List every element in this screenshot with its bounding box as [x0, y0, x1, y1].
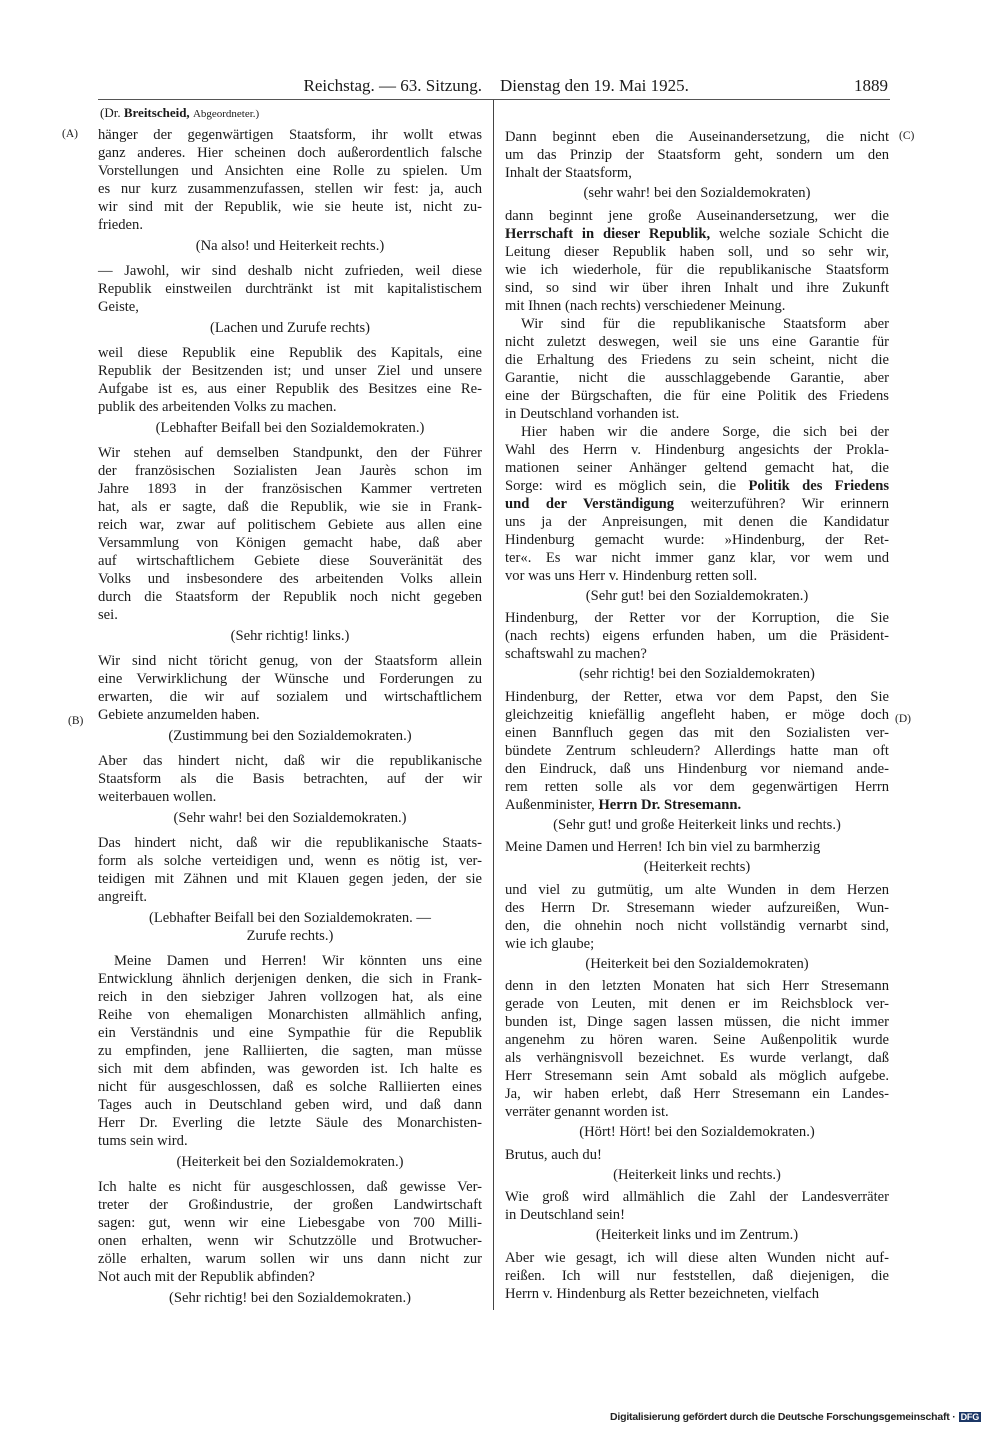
text-line: einen Bannfluch gegen das mit den Sozialisten ver-: [505, 724, 889, 741]
paragraph: [98, 344, 482, 416]
text-line: zu empfinden, jene Ralliierten, die sagten, man müsse: [98, 1043, 482, 1059]
text-segment: Sorge: wird es möglich sein, die: [505, 477, 749, 494]
interjection: [98, 627, 482, 645]
text-line: [505, 495, 889, 513]
text-line: Reihe von ehemaligen Monarchisten allmählich anfing,: [98, 1007, 482, 1023]
text-line: hänger der gegenwärtigen Staatsform, ihr wollt etwas: [98, 127, 482, 143]
interjection: [505, 816, 889, 834]
text-line: Tages auch in Deutschland geben wird, und daß dann: [98, 1097, 482, 1113]
right-column: [505, 128, 889, 1303]
speaker-prefix: (Dr.: [100, 105, 121, 120]
text-line: Meine Damen und Herren! Wir könnten uns eine: [114, 953, 482, 969]
text-line: tums sein wird.: [98, 1133, 188, 1149]
text-line: Versammlung von Königen gemacht habe, daß aber: [98, 535, 482, 551]
text-line: Geiste,: [98, 299, 139, 315]
interjection: [505, 955, 889, 973]
text-line: in Deutschland sein!: [505, 1207, 625, 1223]
interjection-line: (Sehr gut! und große Heiterkeit links und rechts.): [553, 816, 841, 833]
text-line: Hindenburg gemacht wurde: »Hindenburg, der Ret-: [505, 531, 889, 548]
interjection: [98, 419, 482, 437]
text-line: Herr Stresemann sein Amt sobald als möglich aufgebe.: [505, 1068, 889, 1084]
text-line: reich in den siebziger Jahren vollzogen hat, als eine: [98, 989, 482, 1005]
text-line: treter der Großindustrie, der großen Landwirtschaft: [98, 1197, 482, 1213]
interjection-line: (Sehr wahr! bei den Sozialdemokraten.): [173, 810, 407, 826]
paragraph: [505, 423, 889, 585]
interjection: [505, 1123, 889, 1141]
speaker-line: [98, 104, 482, 126]
speaker-name: Breitscheid,: [123, 105, 190, 120]
interjection: [505, 858, 889, 876]
margin-marker-d: (D): [895, 713, 911, 725]
paragraph: [505, 315, 889, 423]
left-column: [98, 104, 482, 1314]
margin-marker-b: (B): [68, 715, 84, 727]
text-line: Herr Dr. Everling die letzte Säule des Monarchisten-: [98, 1115, 482, 1131]
interjection: [505, 1226, 889, 1244]
text-line: ganz anderes. Hier scheinen doch außerordentlich falsche: [98, 145, 482, 161]
text-line: denn in den letzten Monaten hat sich Herr Stresemann: [505, 978, 889, 994]
paragraph: [505, 977, 889, 1121]
text-line: Ich halte es nicht für ausgeschlossen, daß gewisse Ver-: [98, 1179, 482, 1195]
text-line: als verhängnisvoll bezeichnet. Es wurde verlangt, daß: [505, 1050, 889, 1066]
text-line: den, die ohnehin noch nicht vollständig vernarbt sind,: [505, 917, 889, 934]
footer-credit: [610, 1411, 981, 1423]
bold-text: Herrschaft in dieser Republik,: [505, 225, 711, 242]
interjection-line: (Sehr richtig! bei den Sozialdemokraten.): [169, 1290, 411, 1306]
text-line: wir sind mit der Republik, wie sie heute ist, nicht zu-: [98, 199, 482, 215]
interjection: [505, 1166, 889, 1184]
text-line: — Jawohl, wir sind deshalb nicht zufrieden, weil diese: [98, 263, 482, 279]
interjection: [98, 1289, 482, 1307]
running-header-session: Reichstag. — 63. Sitzung.: [303, 76, 482, 95]
text-line: angenehm zu hören waren. Seine Außenpolitik wurde: [505, 1032, 889, 1048]
text-line: mit Ihnen (nach rechts) verschiedener Meinung.: [505, 297, 786, 314]
speaker-role: Abgeordneter.): [192, 108, 260, 120]
text-line: verräter genannt worden ist.: [505, 1104, 669, 1120]
text-line: Aber das hindert nicht, daß wir die republikanische: [98, 753, 482, 769]
text-line: der französischen Sozialisten Jean Jaurès schon im: [98, 463, 482, 479]
paragraph: [505, 207, 889, 315]
text-line: Ja, wir haben erlebt, daß Herr Stresemann ein Landes-: [505, 1086, 889, 1102]
text-line: Aufgabe ist es, aus einer Republik des Besitzes eine Re-: [98, 381, 482, 397]
text-line: den Eindruck, daß uns Hindenburg vor niemand ande-: [505, 760, 889, 777]
text-line: es nur kurz zusammenzufassen, stellen wir fest: ja, auch: [98, 181, 482, 197]
text-line: [505, 796, 889, 814]
text-line: Wir sind nicht töricht genug, von der Staatsform allein: [98, 653, 482, 669]
header-rule: [98, 99, 890, 100]
interjection-line: (Zustimmung bei den Sozialdemokraten.): [168, 728, 412, 744]
text-line: hat, als er sagte, daß die Republik, wie sie in Frank-: [98, 499, 482, 515]
text-line: teidigen mit Zähnen und mit Klauen gegen jeden, der sie: [98, 871, 482, 887]
paragraph: [505, 881, 889, 953]
dfg-logo: DFG: [960, 1412, 979, 1422]
text-line: frieden.: [98, 217, 143, 233]
paragraph: [505, 1249, 889, 1303]
text-line: wie ich glaube;: [505, 935, 595, 952]
text-line: Entwicklung ähnlich derjenigen denken, die sich in Frank-: [98, 971, 482, 987]
interjection-line: (Heiterkeit rechts): [643, 859, 751, 875]
text-line: sei.: [98, 607, 118, 623]
text-line: die Erhaltung des Friedens zu sein scheint, nicht die: [505, 351, 889, 368]
text-line: ein Verständnis und eine Sympathie für die Republik: [98, 1025, 482, 1041]
interjection: [98, 809, 482, 827]
interjection: [505, 665, 889, 683]
text-line: publik des arbeitenden Volks zu machen.: [98, 399, 337, 415]
text-line: um das Prinzip der Staatsform geht, sondern um den: [505, 147, 889, 163]
text-line: durch die Staatsform der Republik noch nicht gegeben: [98, 589, 482, 605]
text-line: (nach rechts) eigens erfunden haben, um die Präsident-: [505, 628, 889, 644]
interjection-line: (Sehr gut! bei den Sozialdemokraten.): [585, 587, 809, 604]
text-line: gerade von Leuten, mit denen er im Reichsblock ver-: [505, 996, 889, 1012]
interjection-line: (Heiterkeit bei den Sozialdemokraten): [585, 955, 809, 972]
interjection: [98, 1153, 482, 1171]
interjection-line: (Na also! und Heiterkeit rechts.): [195, 238, 385, 254]
text-line: Volks und insbesondere des arbeitenden Volks allein: [98, 571, 482, 587]
text-line: und viel zu gutmütig, um alte Wunden in dem Herzen: [505, 881, 889, 898]
paragraph: [98, 952, 482, 1150]
paragraph: [98, 834, 482, 906]
paragraph: [98, 126, 482, 234]
text-line: Vorstellungen und Ansichten eine Rolle zu spielen. Um: [98, 163, 482, 179]
text-line: erwarten, die wir auf sozialem und wirtschaftlichem: [98, 689, 482, 705]
bold-text: und der Verständigung: [505, 495, 675, 512]
paragraph: [505, 838, 889, 856]
text-line: Wie groß wird allmählich die Zahl der Landesverräter: [505, 1189, 889, 1205]
text-line: Hier haben wir die andere Sorge, die sich bei der: [521, 423, 889, 440]
text-line: Meine Damen und Herren! Ich bin viel zu barmherzig: [505, 839, 821, 855]
paragraph: [98, 444, 482, 624]
text-line: Das hindert nicht, daß wir die republikanische Staats-: [98, 835, 482, 851]
text-line: Jahre 1893 in der französischen Kammer vertreten: [98, 481, 482, 497]
text-line: reich war, zwar auf politischem Gebiete aus allen eine: [98, 517, 482, 533]
text-line: reißen. Ich will nur feststellen, daß diejenigen, die: [505, 1267, 889, 1284]
interjection-line: (Heiterkeit links und rechts.): [613, 1166, 781, 1183]
paragraph: [505, 1188, 889, 1224]
text-line: form als solche verteidigen und, wenn es nötig ist, ver-: [98, 853, 482, 869]
text-line: vor was uns Herr v. Hindenburg retten soll.: [505, 567, 758, 584]
text-line: schaftswahl zu machen?: [505, 646, 647, 662]
interjection-line: (Sehr richtig! links.): [230, 628, 350, 644]
interjection-line: (sehr wahr! bei den Sozialdemokraten): [583, 185, 811, 201]
text-line: uns ja der Anpreisungen, mit denen die Kandidatur: [505, 513, 889, 530]
text-line: sind, so sind wir über ihren Inhalt und ihre Zukunft: [505, 279, 889, 296]
text-line: Republik einstweilen durchtränkt ist mit kapitalistischem: [98, 281, 482, 297]
paragraph: [505, 609, 889, 663]
paragraph: [98, 1178, 482, 1286]
text-line: nicht zuletzt deswegen, weil sie uns eine Garantie für: [505, 333, 889, 350]
paragraph: [505, 1146, 889, 1164]
text-line: [505, 477, 889, 495]
text-line: gleichzeitig kniefällig angefleht haben, er möge doch: [505, 706, 889, 723]
interjection: [505, 587, 889, 605]
text-line: [505, 225, 889, 243]
page-number: 1889: [854, 76, 888, 95]
paragraph: [98, 262, 482, 316]
text-line: zölle erhalten, warum sollen wir uns dann nicht zur: [98, 1251, 482, 1267]
text-line: Wahl des Herrn v. Hindenburg angesichts der Prokla-: [505, 441, 889, 458]
text-line: onen erhalten, wenn wir Schutzzölle und Brotwucher-: [98, 1233, 482, 1249]
interjection-line: (Heiterkeit links und im Zentrum.): [595, 1227, 799, 1243]
text-segment: weiterzuführen? Wir erinnern: [674, 495, 889, 512]
paragraph: [98, 752, 482, 806]
paragraph: [98, 652, 482, 724]
interjection-line: (Heiterkeit bei den Sozialdemokraten.): [176, 1154, 404, 1170]
text-line: bunden ist, Dinge sagen lassen müssen, die nicht immer: [505, 1014, 889, 1030]
interjection-line: (Lachen und Zurufe rechts): [209, 320, 371, 336]
interjection-line: (sehr richtig! bei den Sozialdemokraten): [579, 666, 815, 682]
text-line: sagen: gut, wenn wir eine Liebesgabe von 700 Milli-: [98, 1215, 482, 1231]
margin-marker-c: (C): [899, 130, 915, 142]
text-line: dann beginnt jene große Auseinandersetzung, wer die: [505, 207, 889, 224]
text-line: Not auch mit der Republik abfinden?: [98, 1269, 315, 1285]
text-line: Garantie, nicht die ausschlaggebende Garantie, aber: [505, 369, 889, 386]
running-header-date: Dienstag den 19. Mai 1925.: [500, 76, 689, 95]
text-line: des Herrn Dr. Stresemann wieder aufzureißen, Wun-: [505, 899, 889, 916]
bold-text: Politik des Friedens: [748, 477, 889, 494]
text-line: Leitung dieser Republik haben soll, und so sehr wir,: [505, 243, 889, 260]
interjection: [98, 319, 482, 337]
margin-marker-a: (A): [62, 128, 78, 140]
text-line: weil diese Republik eine Republik des Kapitals, eine: [98, 345, 482, 361]
text-line: mationen seiner Anhänger geltend gemacht hat, die: [505, 459, 889, 476]
text-line: rem retten solle als vor dem gegenwärtigen Herrn: [505, 778, 889, 795]
paragraph: [505, 128, 889, 182]
text-line: Dann beginnt eben die Auseinandersetzung, die nicht: [505, 129, 889, 145]
text-line: Gebiete anzumelden haben.: [98, 707, 260, 723]
text-line: sich mit dem abfinden, was geworden ist. Ich halte es: [98, 1061, 482, 1077]
interjection-line: (Hört! Hört! bei den Sozialdemokraten.): [579, 1124, 815, 1140]
interjection-line: (Lebhafter Beifall bei den Sozialdemokraten.): [155, 420, 425, 436]
interjection-line: (Lebhafter Beifall bei den Sozialdemokraten. —: [148, 910, 432, 926]
interjection: [505, 184, 889, 202]
text-line: eine der Bürgschaften, die für eine Politik des Friedens: [505, 387, 889, 404]
text-line: Staatsform als die Basis betrachten, auf der wir: [98, 771, 482, 787]
text-line: Hindenburg, der Retter, etwa vor dem Papst, den Sie: [505, 688, 889, 705]
bold-text: Herrn Dr. Stresemann.: [598, 796, 742, 813]
interjection: [98, 237, 482, 255]
column-divider: [493, 100, 494, 1310]
text-line: Herrn v. Hindenburg als Retter bezeichneten, vielfach: [505, 1285, 820, 1302]
text-line: in Deutschland vorhanden ist.: [505, 405, 680, 422]
text-line: eine Verwirklichung der Wünsche und Forderungen zu: [98, 671, 482, 687]
text-line: Wir sind für die republikanische Staatsform aber: [521, 315, 889, 332]
text-line: auf wirtschaftlichem Gebiete diese Souveränität des: [98, 553, 482, 569]
text-line: Brutus, auch du!: [505, 1146, 602, 1163]
text-line: Aber wie gesagt, ich will diese alten Wunden nicht auf-: [505, 1249, 889, 1266]
paragraph: [505, 688, 889, 814]
text-line: angreift.: [98, 889, 148, 905]
text-line: wie ich wiederhole, für die republikanische Staatsform: [505, 261, 889, 278]
interjection: [98, 727, 482, 745]
text-line: Republik der Besitzenden ist; und unser Ziel und unsere: [98, 363, 482, 379]
text-line: Hindenburg, der Retter vor der Korruption, die Sie: [505, 610, 889, 626]
text-line: nicht für ausgeschlossen, daß es solche Ralliierten eines: [98, 1079, 482, 1095]
text-line: ter«. Es war nicht immer ganz klar, vor wem und: [505, 549, 889, 566]
text-line: bündete Zentrum schleudern? Allerdings hatte man oft: [505, 742, 889, 759]
text-segment: welche soziale Schicht die: [710, 225, 889, 242]
footer-text: Digitalisierung gefördert durch die Deutsche Forschungsgemeinschaft ·: [610, 1411, 956, 1423]
text-line: Wir stehen auf demselben Standpunkt, den der Führer: [98, 445, 482, 461]
interjection-line: Zurufe rechts.): [246, 928, 334, 944]
text-line: weiterbauen wollen.: [98, 789, 217, 805]
interjection: [98, 909, 482, 945]
text-line: Inhalt der Staatsform,: [505, 165, 632, 181]
text-segment: Außenminister,: [505, 796, 599, 813]
